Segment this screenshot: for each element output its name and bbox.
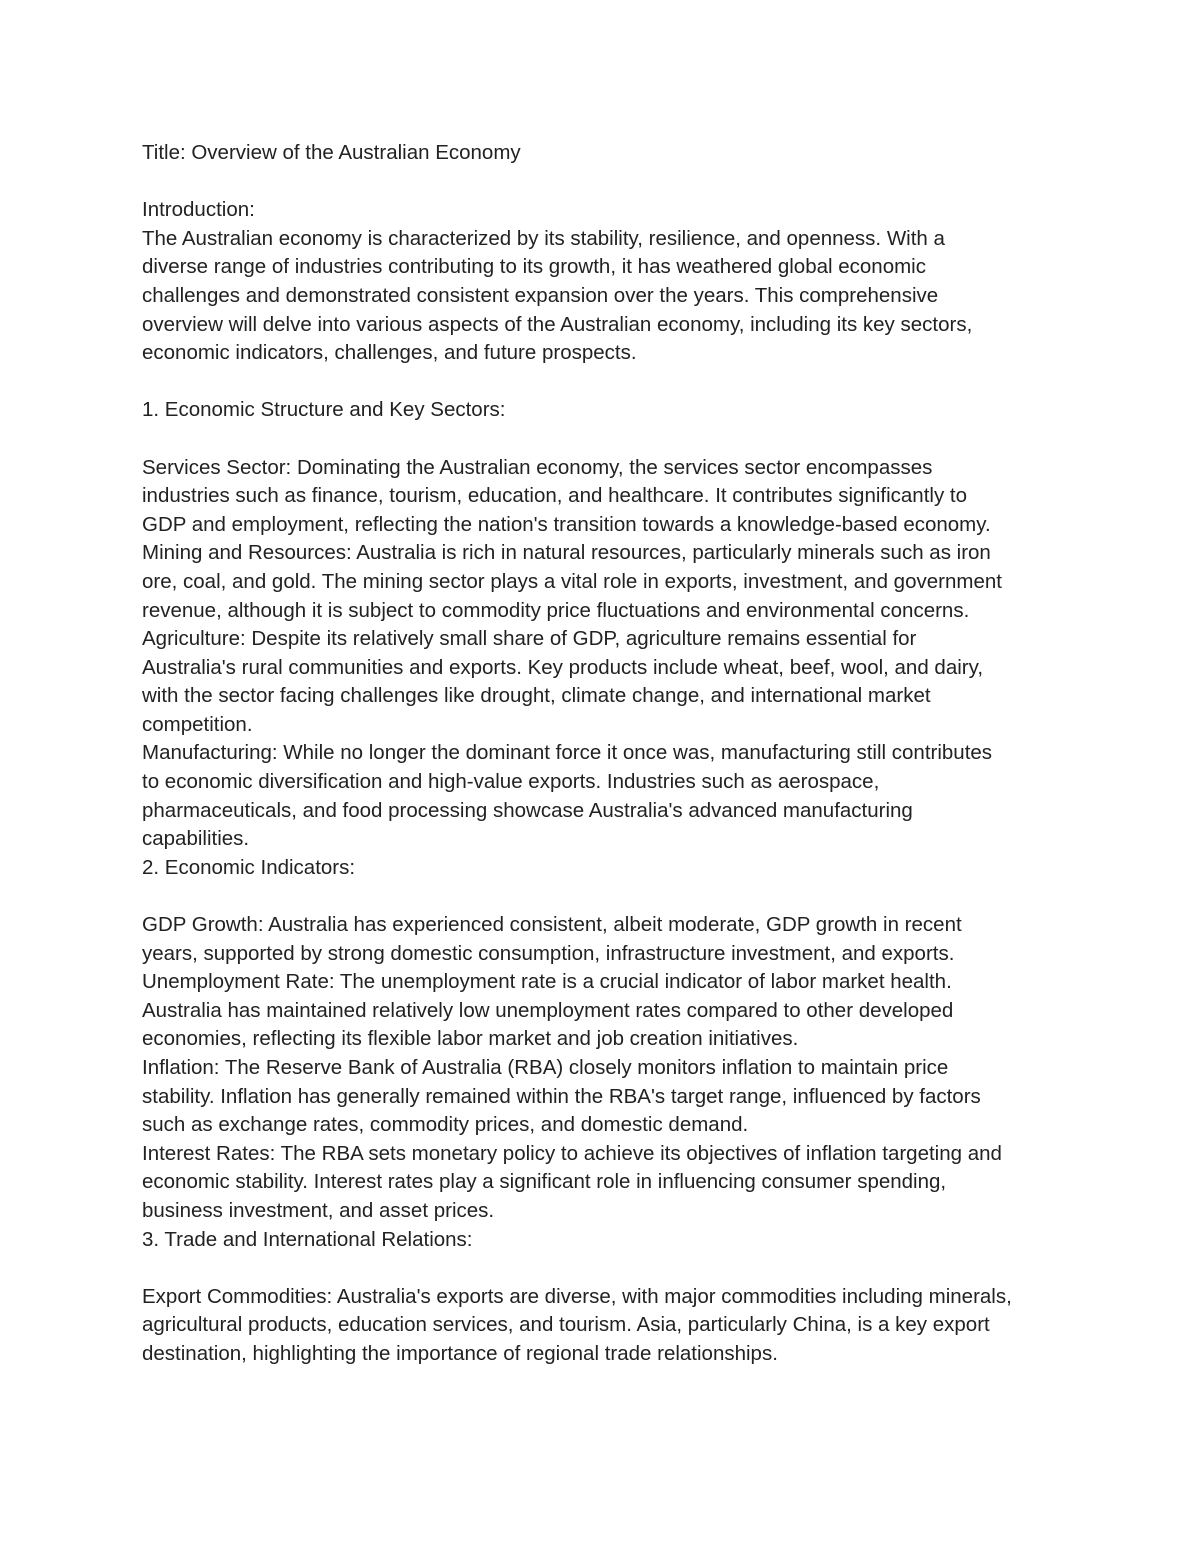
section1-line: capabilities. [142, 827, 250, 851]
intro-line: The Australian economy is characterized by its stability, resilience, and openness. With a [142, 226, 945, 250]
section1-line: revenue, although it is subject to commodity price fluctuations and environmental concerns. [142, 598, 970, 622]
section2-line: business investment, and asset prices. [142, 1198, 495, 1222]
intro-line: overview will delve into various aspects of the Australian economy, including its key sectors, [142, 312, 973, 336]
section1-line: GDP and employment, reflecting the nation's transition towards a knowledge-based economy. [142, 512, 991, 536]
document-body [142, 139, 1072, 1369]
section2-line: Inflation: The Reserve Bank of Australia (RBA) closely monitors inflation to maintain price [142, 1056, 949, 1079]
intro-heading: Introduction: [142, 198, 255, 222]
intro-line: economic indicators, challenges, and future prospects. [142, 341, 637, 365]
section3-line: Export Commodities: Australia's exports are diverse, with major commodities including minerals, [142, 1284, 1012, 1308]
section3-line: agricultural products, education services, and tourism. Asia, particularly China, is a key export [142, 1313, 990, 1337]
section1-line: Manufacturing: While no longer the dominant force it once was, manufacturing still contributes [142, 741, 993, 765]
section2-line: years, supported by strong domestic consumption, infrastructure investment, and exports. [142, 941, 955, 965]
section2-line: such as exchange rates, commodity prices, and domestic demand. [142, 1113, 749, 1137]
section2-line: stability. Inflation has generally remained within the RBA's target range, influenced by factors [142, 1084, 981, 1108]
section3-line: destination, highlighting the importance of regional trade relationships. [142, 1341, 778, 1365]
section1-line: industries such as finance, tourism, education, and healthcare. It contributes significantly to [142, 484, 968, 508]
spacer [142, 168, 1072, 197]
section2-line: GDP Growth: Australia has experienced consistent, albeit moderate, GDP growth in recent [142, 913, 962, 937]
section2-line: Interest Rates: The RBA sets monetary policy to achieve its objectives of inflation targeting and [142, 1141, 1002, 1165]
section-heading: 2. Economic Indicators: [142, 855, 356, 879]
intro-line: diverse range of industries contributing to its growth, it has weathered global economic [142, 255, 926, 279]
section1-line: ore, coal, and gold. The mining sector plays a vital role in exports, investment, and government [142, 569, 1002, 593]
spacer [142, 368, 1072, 397]
section1-line: Agriculture: Despite its relatively small share of GDP, agriculture remains essential for [142, 627, 917, 651]
section-heading: 3. Trade and International Relations: [142, 1227, 473, 1251]
section1-line: Mining and Resources: Australia is rich in natural resources, particularly minerals such as iron [142, 541, 991, 565]
document-title: Title: Overview of the Australian Economy [142, 141, 521, 164]
intro-line: challenges and demonstrated consistent expansion over the years. This comprehensive [142, 283, 939, 307]
section2-line: economic stability. Interest rates play a significant role in influencing consumer spending, [142, 1170, 947, 1194]
section1-line: Services Sector: Dominating the Australian economy, the services sector encompasses [142, 455, 933, 479]
section2-line: Australia has maintained relatively low unemployment rates compared to other developed [142, 998, 954, 1022]
section2-line: Unemployment Rate: The unemployment rate is a crucial indicator of labor market health. [142, 970, 952, 994]
section1-line: to economic diversification and high-value exports. Industries such as aerospace, [142, 770, 880, 794]
section-heading: 1. Economic Structure and Key Sectors: [142, 398, 506, 422]
section1-line: competition. [142, 712, 253, 736]
section2-line: economies, reflecting its flexible labor market and job creation initiatives. [142, 1027, 799, 1051]
section1-line: with the sector facing challenges like drought, climate change, and international market [142, 684, 931, 708]
section1-line: pharmaceuticals, and food processing showcase Australia's advanced manufacturing [142, 798, 913, 822]
section1-line: Australia's rural communities and exports. Key products include wheat, beef, wool, and dairy, [142, 655, 984, 679]
spacer [142, 1254, 1072, 1283]
spacer [142, 882, 1072, 911]
spacer [142, 425, 1072, 454]
